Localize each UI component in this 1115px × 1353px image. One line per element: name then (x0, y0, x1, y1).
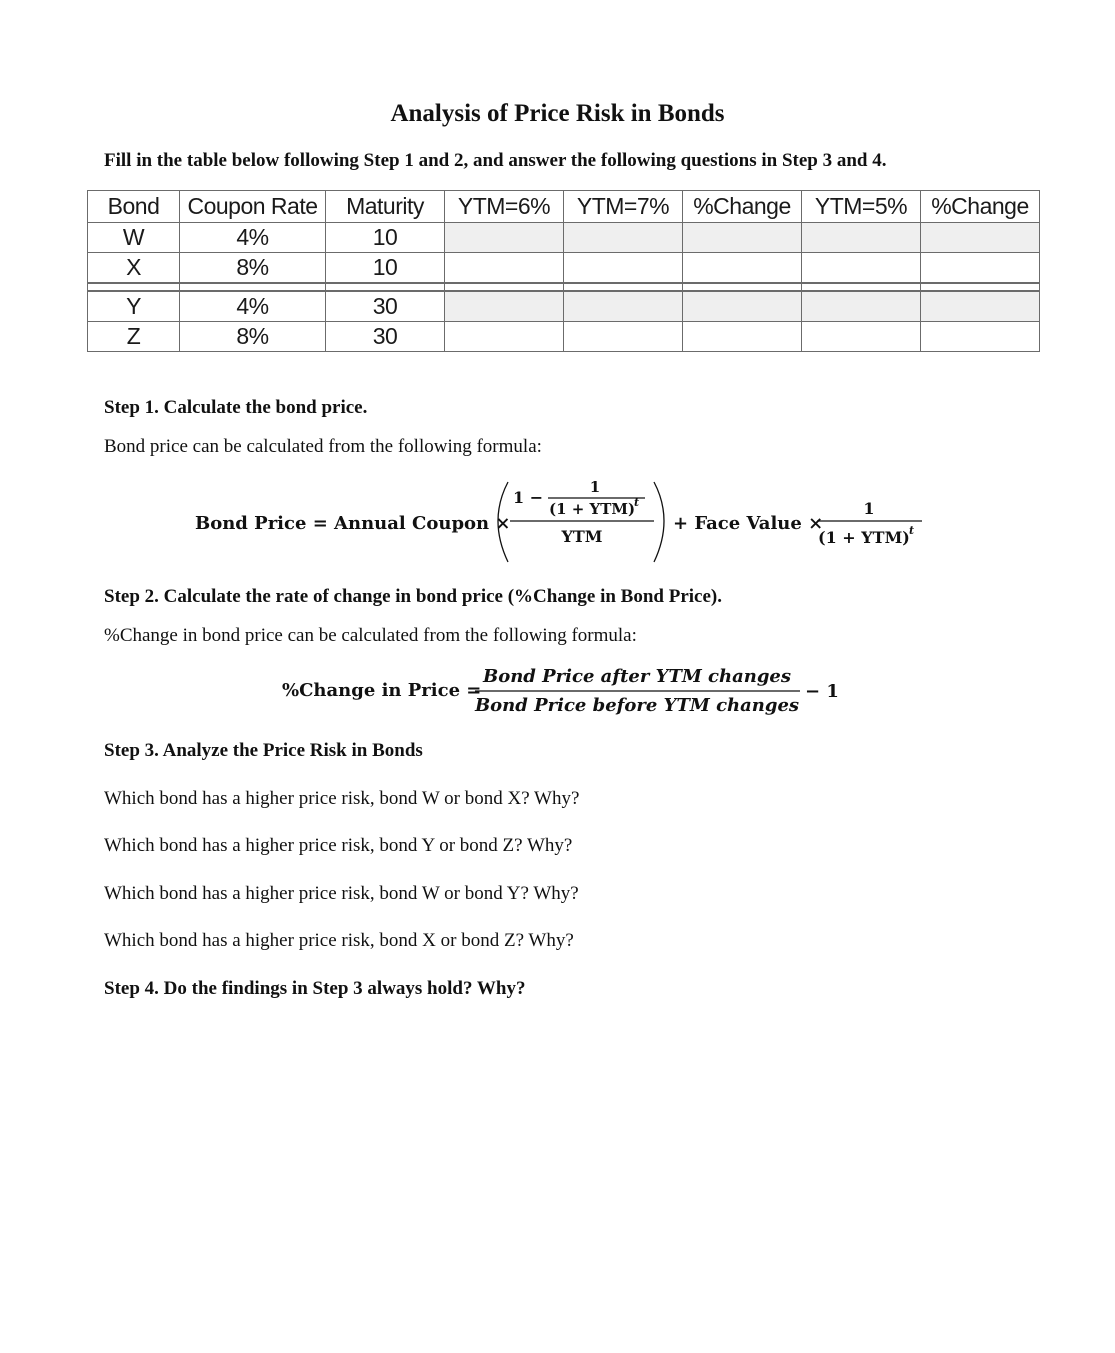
header-maturity: Maturity (326, 191, 445, 223)
cell-input[interactable] (802, 253, 921, 284)
cell-coupon: 4% (180, 291, 326, 322)
cell-maturity: 30 (326, 291, 445, 322)
header-ytm-5: YTM=5% (802, 191, 921, 223)
cell-coupon: 4% (180, 223, 326, 253)
table-row (88, 291, 1040, 322)
formula-den: YTM (561, 527, 603, 546)
formula-lhs: Bond Price = Annual Coupon × (195, 513, 511, 534)
cell-maturity: 10 (326, 223, 445, 253)
cell-input[interactable] (921, 322, 1040, 352)
separator-cell (683, 283, 802, 291)
cell-maturity: 10 (326, 253, 445, 284)
instructions: Fill in the table below following Step 1 and 2, and answer the following questions in Step 3 and 4. (104, 150, 887, 171)
table-row (88, 322, 1040, 352)
formula-inner-den: (1 + YTM) (549, 500, 636, 518)
cell-input[interactable] (445, 291, 564, 322)
header-ytm-7: YTM=7% (564, 191, 683, 223)
table-header-row (88, 191, 1040, 223)
cell-bond: Z (88, 322, 180, 352)
table-separator (88, 283, 1040, 291)
separator-cell (564, 283, 683, 291)
cell-input[interactable] (802, 223, 921, 253)
separator-cell (326, 283, 445, 291)
cell-maturity: 30 (326, 322, 445, 352)
step2-text: %Change in bond price can be calculated from the following formula: (104, 625, 637, 646)
separator-cell (88, 283, 180, 291)
formula-right-exp: t (909, 524, 915, 537)
cell-input[interactable] (802, 322, 921, 352)
cell-input[interactable] (683, 223, 802, 253)
question-3: Which bond has a higher price risk, bond W or bond Y? Why? (104, 883, 579, 904)
table-row (88, 223, 1040, 253)
cell-input[interactable] (921, 253, 1040, 284)
formula-inner-num: 1 (589, 478, 601, 496)
cell-input[interactable] (683, 253, 802, 284)
header-ytm-6: YTM=6% (445, 191, 564, 223)
percent-change-formula (270, 660, 850, 720)
formula2-den: Bond Price before YTM changes (474, 695, 800, 716)
step3-heading: Step 3. Analyze the Price Risk in Bonds (104, 740, 423, 761)
cell-input[interactable] (564, 291, 683, 322)
formula-plus-face: + Face Value × (673, 513, 824, 534)
formula2-num: Bond Price after YTM changes (482, 666, 792, 687)
cell-input[interactable] (921, 223, 1040, 253)
cell-input[interactable] (564, 322, 683, 352)
question-1: Which bond has a higher price risk, bond W or bond X? Why? (104, 788, 580, 809)
formula-exp: t (634, 496, 640, 509)
cell-input[interactable] (564, 223, 683, 253)
step4-heading: Step 4. Do the findings in Step 3 always hold? Why? (104, 978, 526, 999)
header-change-1: %Change (683, 191, 802, 223)
cell-bond: Y (88, 291, 180, 322)
formula-right-den: (1 + YTM) (818, 528, 910, 547)
cell-input[interactable] (802, 291, 921, 322)
cell-bond: W (88, 223, 180, 253)
cell-input[interactable] (445, 223, 564, 253)
question-2: Which bond has a higher price risk, bond Y or bond Z? Why? (104, 835, 573, 856)
cell-coupon: 8% (180, 322, 326, 352)
step1-heading: Step 1. Calculate the bond price. (104, 397, 368, 418)
cell-bond: X (88, 253, 180, 284)
formula2-minus-one: − 1 (805, 681, 839, 702)
formula-one-minus: 1 − (513, 488, 544, 507)
separator-cell (180, 283, 326, 291)
bond-table (87, 190, 1040, 352)
question-4: Which bond has a higher price risk, bond X or bond Z? Why? (104, 930, 574, 951)
right-paren (654, 482, 664, 562)
cell-input[interactable] (564, 253, 683, 284)
header-bond: Bond (88, 191, 180, 223)
step1-text: Bond price can be calculated from the following formula: (104, 436, 542, 457)
cell-input[interactable] (683, 322, 802, 352)
cell-input[interactable] (921, 291, 1040, 322)
formula-right-num: 1 (863, 499, 875, 518)
bond-price-formula (190, 470, 940, 570)
cell-coupon: 8% (180, 253, 326, 284)
step2-heading: Step 2. Calculate the rate of change in bond price (%Change in Bond Price). (104, 586, 723, 607)
separator-cell (445, 283, 564, 291)
page-title: Analysis of Price Risk in Bonds (390, 100, 725, 127)
header-coupon-rate: Coupon Rate (180, 191, 326, 223)
header-change-2: %Change (921, 191, 1040, 223)
separator-cell (802, 283, 921, 291)
cell-input[interactable] (445, 322, 564, 352)
cell-input[interactable] (445, 253, 564, 284)
cell-input[interactable] (683, 291, 802, 322)
table-row (88, 253, 1040, 284)
formula2-lhs: %Change in Price = (282, 680, 482, 701)
separator-cell (921, 283, 1040, 291)
